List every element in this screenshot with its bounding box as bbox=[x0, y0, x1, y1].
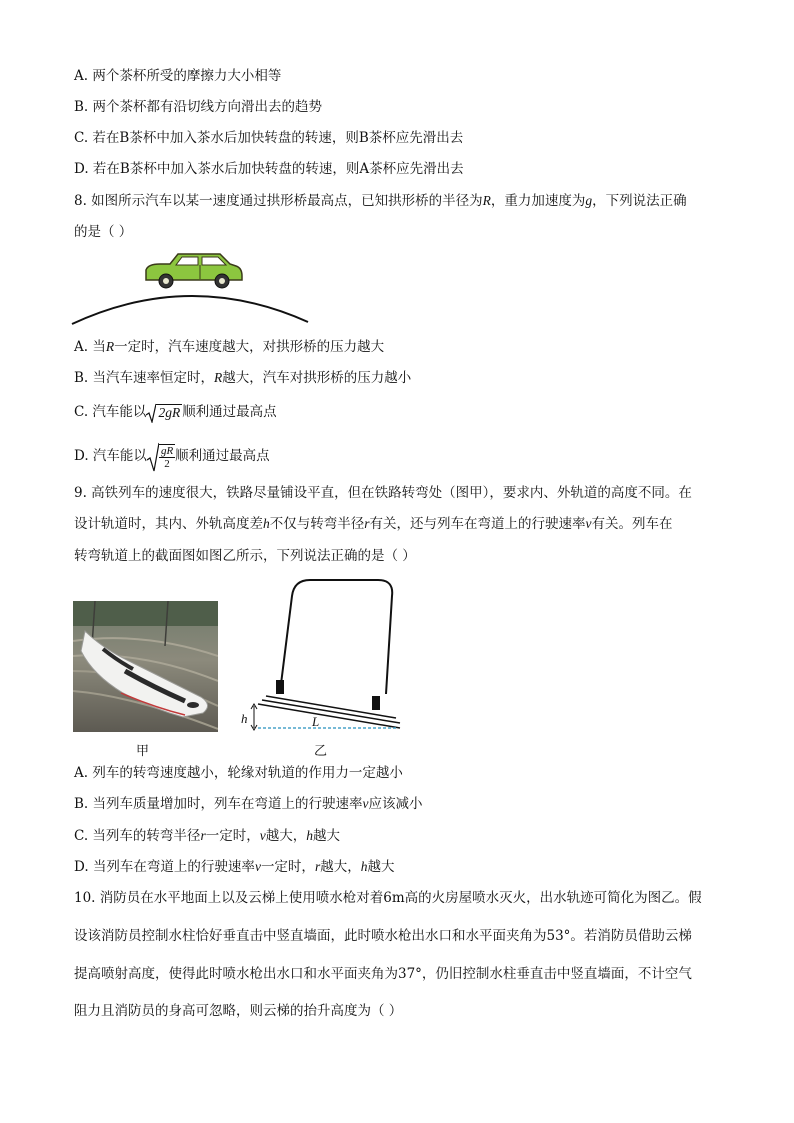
inner-wheel-icon bbox=[276, 680, 284, 694]
q9-stem-line3: 转弯轨道上的截面图如图乙所示，下列说法正确的是（ ） bbox=[74, 548, 416, 564]
sqrt-sign-icon bbox=[147, 442, 159, 472]
q9-option-a: A. 列车的转弯速度越小，轮缘对轨道的作用力一定越小 bbox=[74, 765, 403, 781]
q9-option-d: D. 当列车在弯道上的行驶速率v一定时，r越大，h越大 bbox=[74, 859, 395, 875]
car-on-arch-bridge-figure bbox=[70, 244, 320, 326]
q10-stem-line1: 10. 消防员在水平地面上以及云梯上使用喷水枪对着6m高的火房屋喷水灭火，出水轨迹可简化为图乙。假 bbox=[74, 890, 702, 906]
q10-stem-line4: 阻力且消防员的身高可忽略，则云梯的抬升高度为（ ） bbox=[74, 1003, 403, 1019]
figure-jia-caption: 甲 bbox=[136, 744, 150, 759]
sqrt-gR-over-2: $\frac{gR}{2}$ bbox=[147, 442, 175, 472]
arch-bridge-curve bbox=[72, 296, 308, 324]
q9-stem-line1: 9. 高铁列车的速度很大，铁路尽量铺设平直，但在铁路转弯处（图甲），要求内、外轨道的高度不同。在 bbox=[74, 485, 692, 501]
q7-option-b: B. 两个茶杯都有沿切线方向滑出去的趋势 bbox=[74, 99, 323, 115]
q8-stem-line2: 的是（ ） bbox=[74, 224, 133, 240]
q7-option-c: C. 若在B茶杯中加入茶水后加快转盘的转速，则B茶杯应先滑出去 bbox=[74, 130, 464, 146]
q10-stem-line3: 提高喷射高度，使得此时喷水枪出水口和水平面夹角为37°，仍旧控制水柱垂直击中竖直墙面，不计空气 bbox=[74, 966, 692, 982]
q8-option-a: A. 当R一定时，汽车速度越大，对拱形桥的压力越大 bbox=[74, 339, 385, 355]
length-L-label: L bbox=[312, 714, 320, 729]
sqrt-2gR: 2gR bbox=[146, 403, 182, 423]
outer-wheel-icon bbox=[372, 696, 380, 710]
q10-stem-line2: 设该消防员控制水柱恰好垂直击中竖直墙面，此时喷水枪出水口和水平面夹角为53°。若消防员借助云梯 bbox=[74, 928, 692, 944]
q8-option-c: C. 汽车能以 2gR 顺利通过最高点 bbox=[74, 402, 277, 423]
q8-option-b: B. 当汽车速率恒定时，R越大，汽车对拱形桥的压力越小 bbox=[74, 370, 412, 386]
q9-option-c: C. 当列车的转弯半径r一定时，v越大，h越大 bbox=[74, 828, 340, 844]
car-icon bbox=[146, 254, 242, 288]
banked-track-cross-section-figure bbox=[236, 576, 406, 736]
train-car-outline bbox=[280, 580, 392, 694]
q7-option-a: A. 两个茶杯所受的摩擦力大小相等 bbox=[74, 68, 282, 84]
height-h-label: h bbox=[241, 711, 248, 726]
q9-stem-line2: 设计轨道时，其内、外轨高度差h不仅与转弯半径r有关，还与列车在弯道上的行驶速率v有关。列车在 bbox=[74, 516, 673, 532]
q9-option-b: B. 当列车质量增加时，列车在弯道上的行驶速率v应该减小 bbox=[74, 796, 423, 812]
figure-yi-caption: 乙 bbox=[314, 744, 328, 759]
q8-option-d: D. 汽车能以 $\frac{gR}{2}$ 顺利通过最高点 bbox=[74, 440, 270, 472]
q8-stem-line1: 8. 如图所示汽车以某一速度通过拱形桥最高点，已知拱形桥的半径为R，重力加速度为g，下列说法正确 bbox=[74, 193, 687, 209]
q7-option-d: D. 若在B茶杯中加入茶水后加快转盘的转速，则A茶杯应先滑出去 bbox=[74, 161, 464, 177]
high-speed-train-photo bbox=[73, 601, 218, 732]
sqrt-sign-icon bbox=[146, 403, 156, 423]
